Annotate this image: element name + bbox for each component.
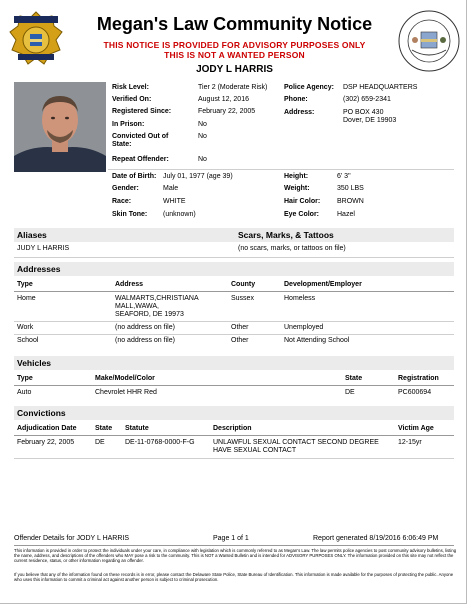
addresses-col-development: Development/Employer — [284, 281, 362, 288]
addresses-col-address: Address — [115, 281, 144, 288]
footer-page-number: Page 1 of 1 — [213, 535, 249, 542]
convicted-out-of-state-value: No — [198, 133, 207, 140]
advisory-warning: THIS NOTICE IS PROVIDED FOR ADVISORY PURPOSES ONLY — [103, 40, 366, 50]
aliases-scars-header — [14, 228, 454, 242]
agency-address-line2: Dover, DE 19903 — [343, 117, 397, 124]
convictions-col-victim-age: Victim Age — [398, 425, 434, 432]
police-agency-value: DSP HEADQUARTERS — [343, 84, 418, 91]
table-row: School (no address on file) Other Not Attending School — [17, 337, 350, 344]
divider — [14, 385, 454, 386]
gender-value: Male — [163, 185, 179, 192]
table-row: Work (no address on file) Other Unemployed — [17, 324, 324, 331]
weight-value: 350 LBS — [337, 185, 364, 192]
skin-tone-value: (unknown) — [163, 211, 196, 218]
scars-value: (no scars, marks, or tattoos on file) — [238, 245, 346, 252]
height-value: 6' 3" — [337, 173, 351, 180]
risk-level-value: Tier 2 (Moderate Risk) — [198, 84, 268, 91]
addresses-title: Addresses — [17, 264, 61, 274]
offender-photo — [14, 82, 106, 172]
table-row: Auto Chevrolet HHR Red DE PC600694 — [17, 389, 432, 396]
repeat-offender-value: No — [198, 156, 207, 163]
hair-color-value: BROWN — [337, 198, 364, 205]
convictions-col-state: State — [95, 425, 113, 432]
not-wanted-warning: THIS IS NOT A WANTED PERSON — [164, 50, 305, 60]
convictions-col-description: Description — [213, 425, 252, 432]
vehicles-col-type: Type — [17, 375, 33, 382]
convictions-section-header — [14, 406, 454, 420]
addresses-col-county: County — [231, 281, 256, 288]
page-title: Megan's Law Community Notice — [96, 14, 373, 34]
status-details: Risk Level: Tier 2 (Moderate Risk) Verified On: August 12, 2016 Registered Since: February 22, 2005 In Prison: No Convicted Out of State: No Repeat Offender: No — [112, 84, 268, 163]
physical-description: Date of Birth: July 01, 1977 (age 39) Gender: Male Race: WHITE Skin Tone: (unknown) Height: 6' 3" Weight: 350 LBS Hair Color: BROWN Eye Color: Hazel — [112, 173, 364, 218]
vehicles-col-state: State — [345, 375, 363, 382]
scars-title: Scars, Marks, & Tattoos — [238, 230, 334, 240]
agency-address-line1: PO BOX 430 — [343, 109, 384, 116]
footer-offender-details: Offender Details for JODY L HARRIS — [14, 535, 130, 542]
footer-report-generated: Report generated 8/19/2016 6:06:49 PM — [313, 535, 439, 542]
vehicles-col-make: Make/Model/Color — [95, 375, 155, 382]
divider — [14, 435, 454, 436]
delaware-state-seal — [398, 10, 460, 72]
phone-value: (302) 659-2341 — [343, 96, 391, 103]
verified-on-value: August 12, 2016 — [198, 96, 249, 103]
eye-color-value: Hazel — [337, 211, 355, 218]
alias-value: JUDY L HARRIS — [17, 245, 70, 252]
divider — [108, 169, 454, 170]
divider — [14, 257, 454, 258]
registered-since-value: February 22, 2005 — [198, 108, 256, 115]
aliases-title: Aliases — [17, 230, 47, 240]
vehicles-title: Vehicles — [17, 358, 52, 368]
dob-value: July 01, 1977 (age 39) — [163, 173, 233, 180]
vehicles-col-registration: Registration — [398, 375, 439, 382]
convictions-col-statute: Statute — [125, 425, 149, 432]
convictions-col-date: Adjudication Date — [17, 425, 77, 432]
divider — [14, 291, 454, 292]
table-row: Home WALMARTS,CHRISTIANA MALL,WAWA, SEAFORD, DE 19973 Sussex Homeless — [17, 295, 316, 318]
addresses-section-header — [14, 262, 454, 276]
offender-name: JODY L HARRIS — [196, 64, 273, 75]
vehicles-section-header — [14, 356, 454, 370]
disclaimer-errors: If you believe that any of the information found on these records is in error, please contact the Delaware State Police, State Bureau of Identification. This information is made available for the purposes of protecting the public. Anyone who uses this information to commit a criminal act against another person is subject to criminal prosecution. — [14, 572, 454, 583]
police-agency-details: Police Agency: DSP HEADQUARTERS Phone: (302) 659-2341 Address: PO BOX 430 Dover, DE 19903 — [284, 84, 418, 124]
divider — [14, 458, 454, 459]
table-row: February 22, 2005 DE DE-11-0768-0000-F-G UNLAWFUL SEXUAL CONTACT SECOND DEGREE HAVE SEXUAL CONTACT 12-15yr — [17, 439, 422, 454]
addresses-col-type: Type — [17, 281, 33, 288]
race-value: WHITE — [163, 198, 186, 205]
divider — [14, 545, 454, 546]
in-prison-value: No — [198, 121, 207, 128]
convictions-title: Convictions — [17, 408, 66, 418]
disclaimer-advisory: This information is provided in order to protect the individuals under your care, in compliance with legislation which is commonly referred to as Megan's Law. The law permits police agencies to post community advisory bulletins, listing the name, address, and descriptions of the offenders who MAY pose a risk to the community. This is NOT a Wanted Bulletin and is intended for ADVISORY PURPOSES ONLY. The information provided on this site may not reflect the current residence, status, or other information regarding an offender. — [14, 548, 457, 564]
